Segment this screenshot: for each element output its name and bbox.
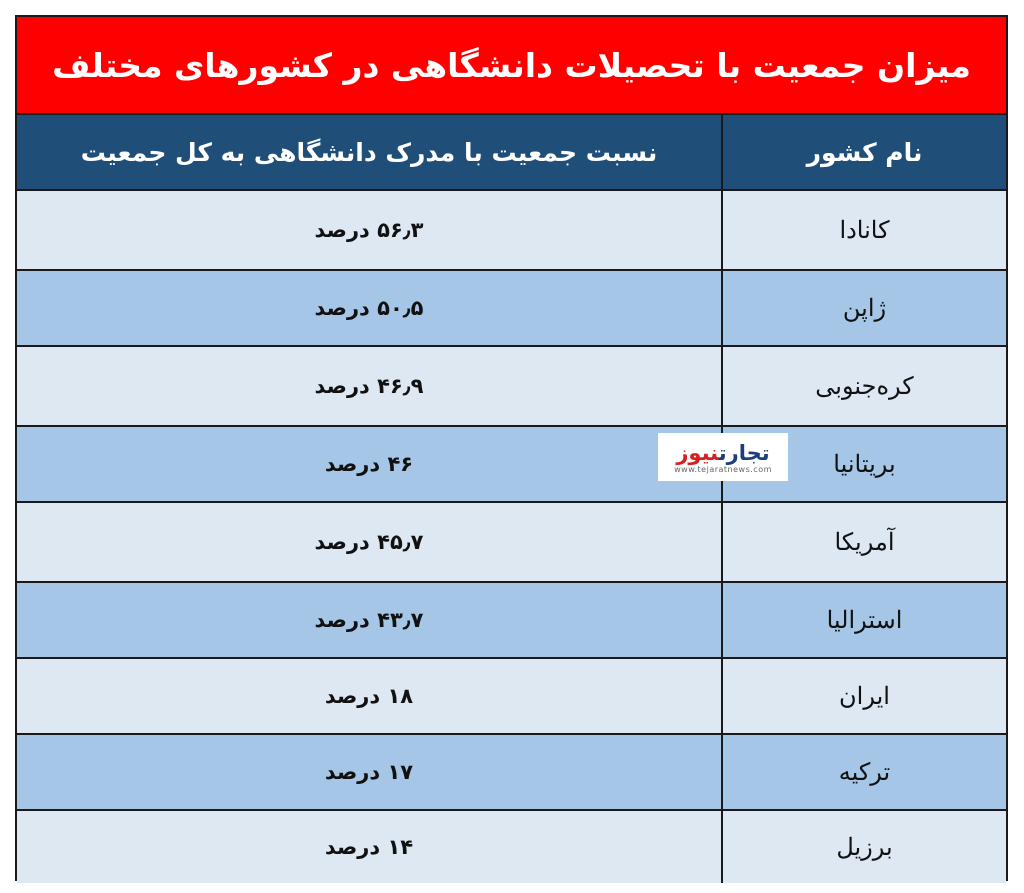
header-ratio-label: نسبت جمعیت با مدرک دانشگاهی به کل جمعیت xyxy=(80,137,658,167)
value-cell xyxy=(17,427,723,501)
table-row xyxy=(17,811,1006,883)
country-cell xyxy=(723,583,1006,657)
table-row xyxy=(17,347,1006,427)
watermark-url: www.tejaratnews.com xyxy=(674,464,772,474)
value-cell xyxy=(17,659,723,733)
table-body xyxy=(17,191,1006,883)
watermark-logo-part-b: تجارت xyxy=(718,440,770,465)
value-cell xyxy=(17,735,723,809)
country-text: بریتانیا xyxy=(833,450,896,478)
table-row xyxy=(17,735,1006,811)
value-cell xyxy=(17,271,723,345)
country-cell xyxy=(723,811,1006,883)
value-text: ۵۶٫۳ درصد xyxy=(314,218,424,242)
country-cell xyxy=(723,503,1006,581)
country-text: ژاپن xyxy=(842,294,887,322)
value-text: ۱۷ درصد xyxy=(324,760,414,784)
value-cell xyxy=(17,583,723,657)
data-table xyxy=(15,15,1008,881)
value-text: ۱۴ درصد xyxy=(324,835,414,859)
country-text: ترکیه xyxy=(838,758,891,786)
value-text: ۴۶ درصد xyxy=(324,452,414,476)
value-text: ۱۸ درصد xyxy=(324,684,414,708)
value-cell xyxy=(17,503,723,581)
table-row xyxy=(17,659,1006,735)
watermark-logo-text xyxy=(676,441,769,465)
country-text: استرالیا xyxy=(826,606,903,634)
title-row xyxy=(17,17,1006,115)
watermark-logo-part-a: نیوز xyxy=(676,440,719,465)
value-cell xyxy=(17,811,723,883)
table-row xyxy=(17,427,1006,503)
value-cell xyxy=(17,191,723,269)
header-row xyxy=(17,115,1006,191)
value-text: ۴۵٫۷ درصد xyxy=(314,530,424,554)
value-text: ۴۶٫۹ درصد xyxy=(314,374,424,398)
country-cell xyxy=(723,347,1006,425)
country-text: آمریکا xyxy=(834,528,895,556)
country-text: کره‌جنوبی xyxy=(815,372,914,400)
table-row xyxy=(17,191,1006,271)
country-cell xyxy=(723,735,1006,809)
watermark-logo xyxy=(658,433,788,481)
country-cell xyxy=(723,191,1006,269)
header-cell-ratio xyxy=(17,115,723,189)
value-text: ۵۰٫۵ درصد xyxy=(314,296,424,320)
value-cell xyxy=(17,347,723,425)
country-cell xyxy=(723,271,1006,345)
table-row xyxy=(17,271,1006,347)
table-row xyxy=(17,583,1006,659)
header-country-label: نام کشور xyxy=(806,137,923,167)
country-text: کانادا xyxy=(839,216,890,244)
table-row xyxy=(17,503,1006,583)
country-cell xyxy=(723,659,1006,733)
header-cell-country xyxy=(723,115,1006,189)
value-text: ۴۳٫۷ درصد xyxy=(314,608,424,632)
country-text: برزیل xyxy=(836,833,893,861)
country-text: ایران xyxy=(839,682,890,710)
page-title: میزان جمعیت با تحصیلات دانشگاهی در کشورهای مختلف xyxy=(52,45,971,85)
